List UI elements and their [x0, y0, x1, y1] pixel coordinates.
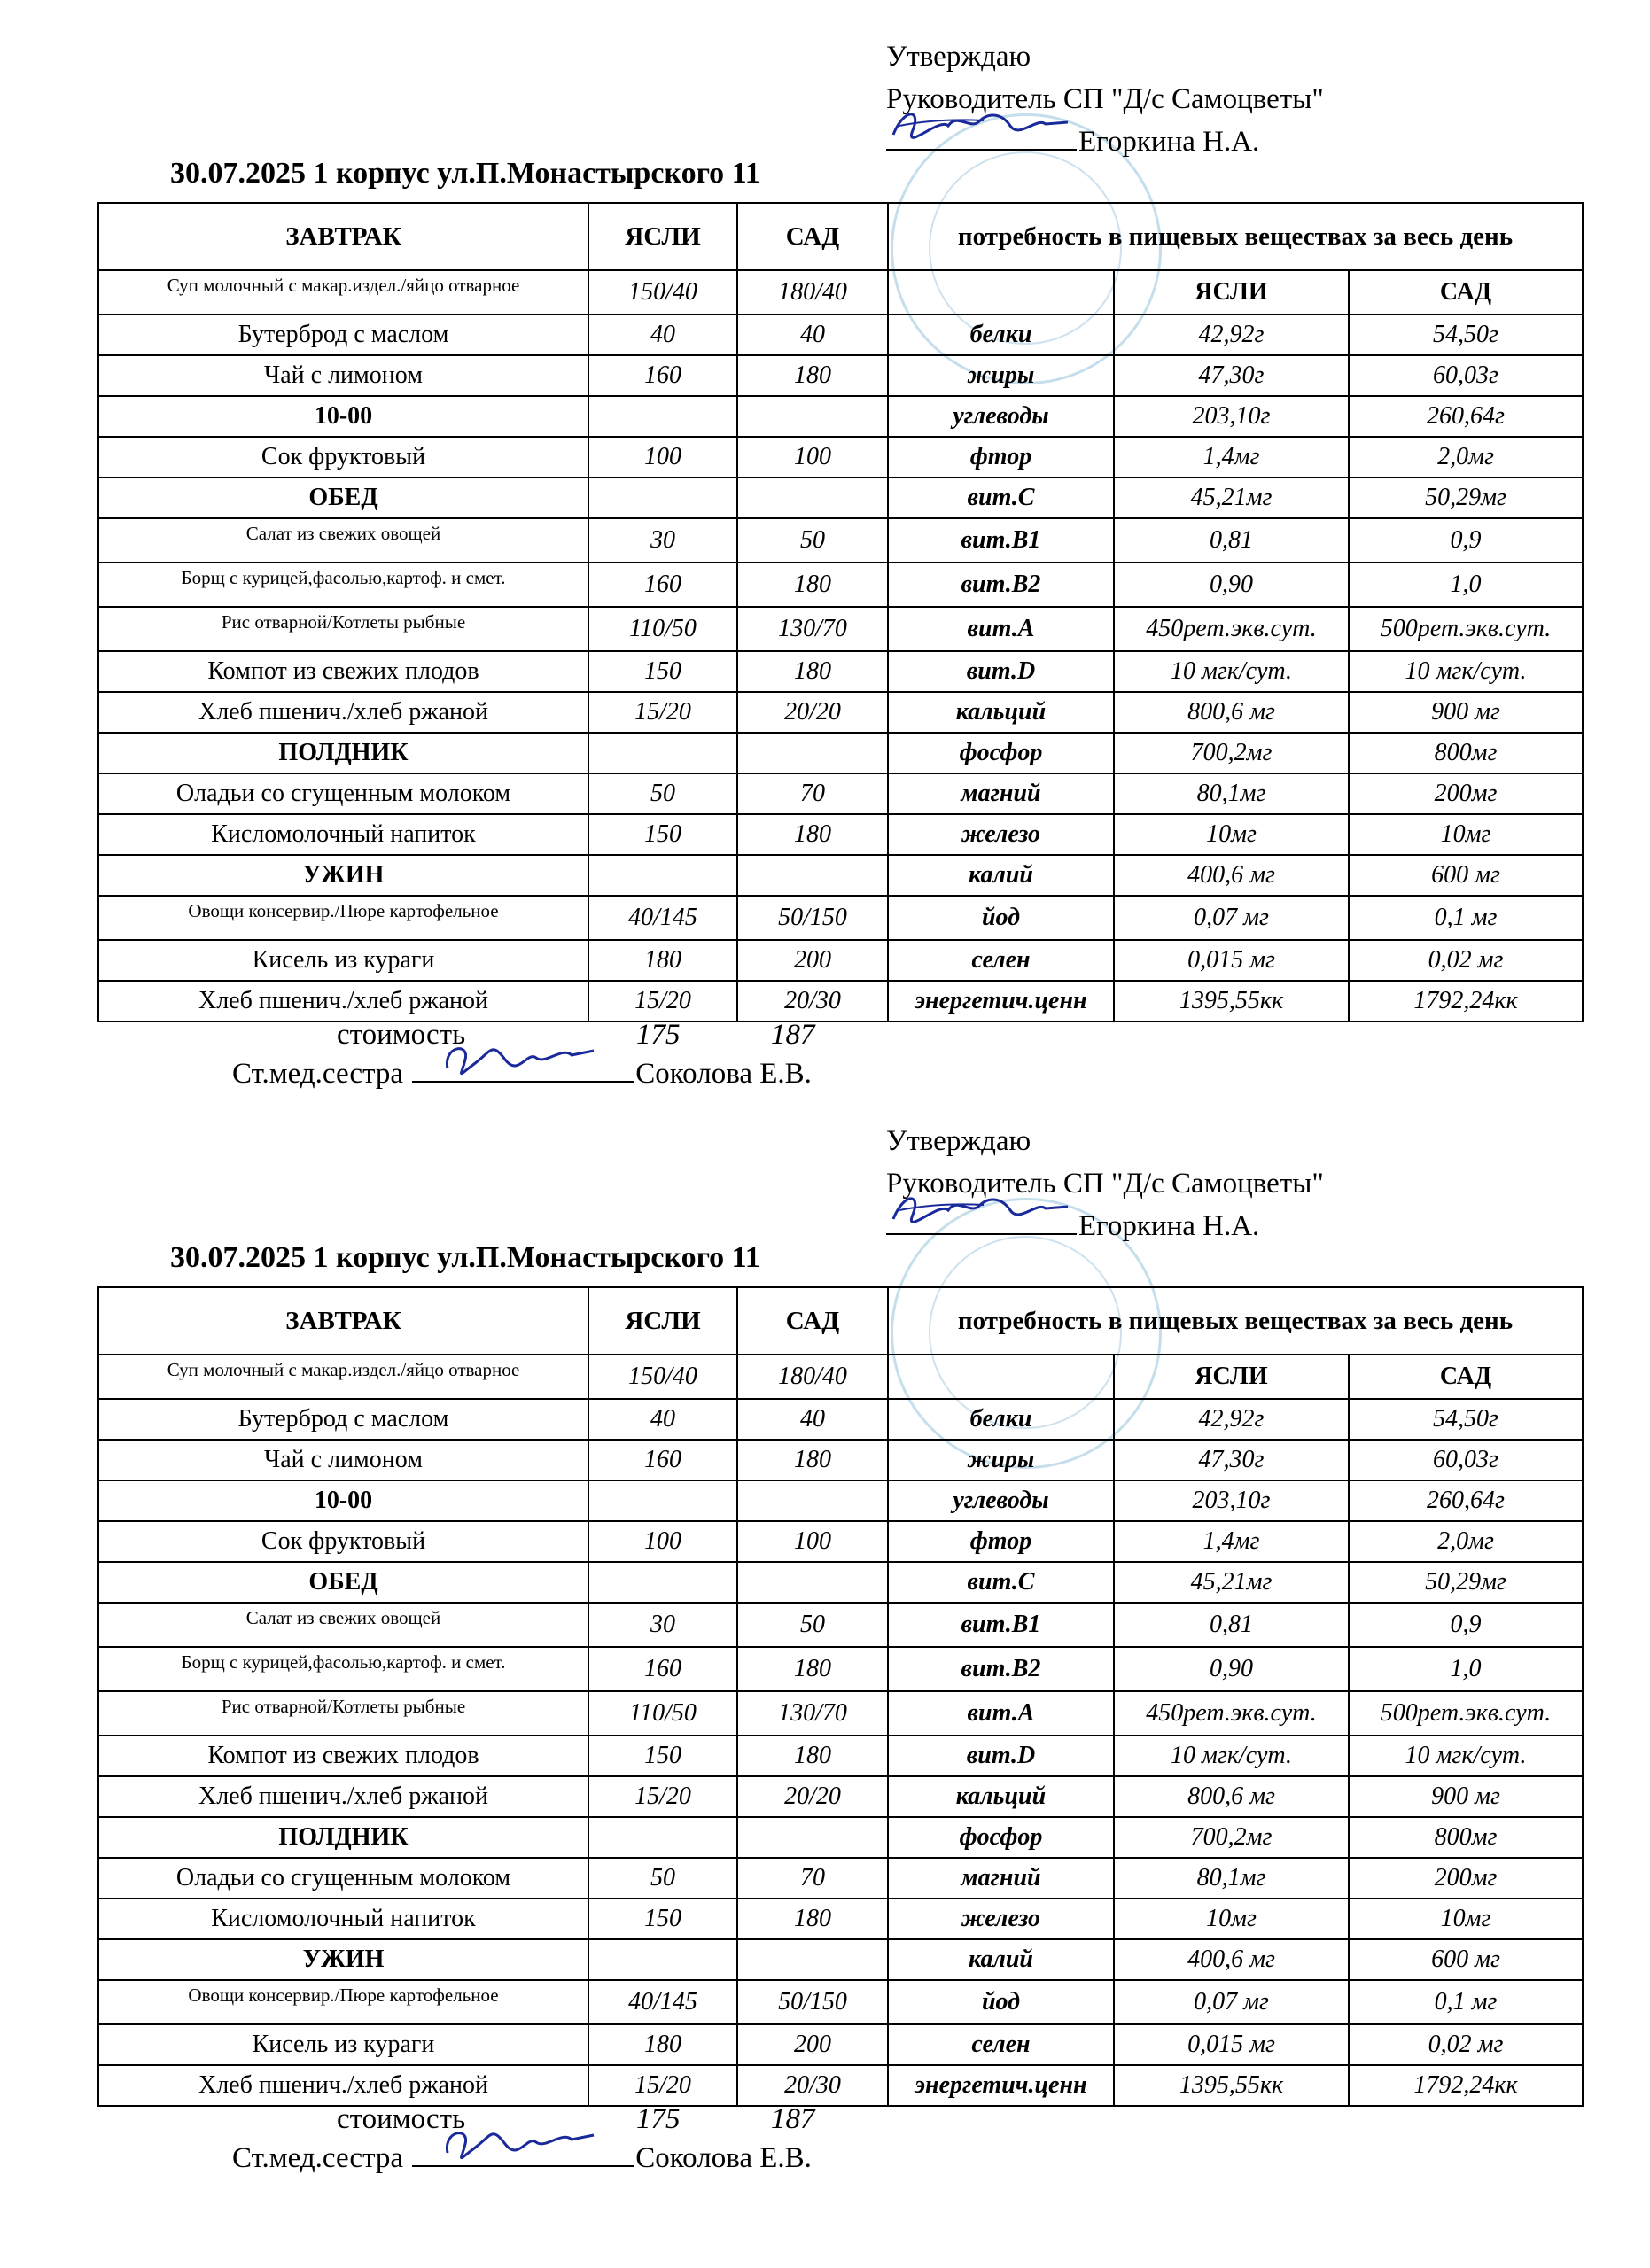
garden-portion-cell: 180	[737, 355, 888, 396]
nursery-portion-cell: 15/20	[588, 2065, 737, 2106]
nursery-need-cell: 80,1мг	[1114, 1858, 1349, 1899]
table-row	[98, 563, 1583, 607]
nursery-need-cell: 42,92г	[1114, 315, 1349, 355]
garden-need-cell: 0,1 мг	[1349, 896, 1583, 940]
nursery-need-cell: 80,1мг	[1114, 773, 1349, 814]
garden-portion-cell	[737, 855, 888, 896]
table-row	[98, 1603, 1583, 1647]
garden-portion-cell: 20/30	[737, 981, 888, 1021]
garden-portion-cell: 180	[737, 1899, 888, 1939]
table-row	[98, 518, 1583, 563]
nursery-portion-cell: 150/40	[588, 1355, 737, 1399]
nutrient-cell: жиры	[888, 1440, 1114, 1480]
table-row	[98, 1858, 1583, 1899]
nurse-label: Ст.мед.сестра	[232, 2142, 404, 2174]
nutrient-cell: йод	[888, 896, 1114, 940]
nutrient-cell: белки	[888, 315, 1114, 355]
nursery-need-cell: 45,21мг	[1114, 1562, 1349, 1603]
table-row	[98, 773, 1583, 814]
nursery-portion-cell: 15/20	[588, 981, 737, 1021]
garden-portion-cell: 20/20	[737, 1776, 888, 1817]
nursery-portion-cell	[588, 478, 737, 518]
nutrient-cell: вит.D	[888, 651, 1114, 692]
garden-portion-cell	[737, 1939, 888, 1980]
dish-cell: Хлеб пшенич./хлеб ржаной	[98, 2065, 588, 2106]
dish-cell: УЖИН	[98, 855, 588, 896]
approval-position: Руководитель СП "Д/с Самоцветы"	[886, 83, 1324, 115]
menu-table	[97, 1286, 1584, 2107]
nutrient-cell: селен	[888, 2024, 1114, 2065]
nursery-portion-cell: 30	[588, 518, 737, 563]
table-row	[98, 1980, 1583, 2024]
table-row	[98, 651, 1583, 692]
table-header-row	[98, 203, 1583, 270]
garden-portion-cell: 70	[737, 1858, 888, 1899]
nursery-portion-cell: 40	[588, 1399, 737, 1440]
nutrient-cell	[888, 1355, 1114, 1399]
dish-cell: Сок фруктовый	[98, 437, 588, 478]
dish-cell: Борщ с курицей,фасолью,картоф. и смет.	[98, 563, 588, 607]
table-header-row	[98, 1287, 1583, 1355]
nursery-need-cell: 0,015 мг	[1114, 2024, 1349, 2065]
table-row	[98, 270, 1583, 315]
dish-cell: Бутерброд с маслом	[98, 315, 588, 355]
dish-cell: Борщ с курицей,фасолью,картоф. и смет.	[98, 1647, 588, 1691]
garden-portion-cell: 180	[737, 1647, 888, 1691]
garden-portion-cell	[737, 396, 888, 437]
needs-nursery-header: ЯСЛИ	[1114, 1355, 1349, 1399]
nursery-portion-cell: 150	[588, 1899, 737, 1939]
header-needs: потребность в пищевых веществах за весь день	[888, 203, 1583, 270]
dish-cell: Кисломолочный напиток	[98, 1899, 588, 1939]
nutrient-cell: кальций	[888, 692, 1114, 733]
garden-need-cell: 800мг	[1349, 1817, 1583, 1858]
garden-portion-cell: 20/20	[737, 692, 888, 733]
garden-need-cell: 10мг	[1349, 1899, 1583, 1939]
table-row	[98, 2024, 1583, 2065]
nursery-portion-cell: 100	[588, 437, 737, 478]
garden-portion-cell	[737, 1817, 888, 1858]
approval-block	[886, 1120, 1324, 1247]
dish-cell: Кисель из кураги	[98, 2024, 588, 2065]
nursery-portion-cell: 110/50	[588, 607, 737, 651]
garden-need-cell: 500рет.экв.сут.	[1349, 1691, 1583, 1736]
nutrient-cell: вит.В2	[888, 1647, 1114, 1691]
dish-cell: Сок фруктовый	[98, 1521, 588, 1562]
nurse-signature	[412, 2140, 634, 2167]
garden-need-cell: 500рет.экв.сут.	[1349, 607, 1583, 651]
garden-portion-cell: 180	[737, 651, 888, 692]
garden-need-cell: 10 мгк/сут.	[1349, 651, 1583, 692]
nursery-portion-cell: 150	[588, 814, 737, 855]
nursery-portion-cell: 150	[588, 1736, 737, 1776]
dish-cell: Суп молочный с макар.издел./яйцо отварное	[98, 1355, 588, 1399]
dish-cell: Компот из свежих плодов	[98, 651, 588, 692]
garden-portion-cell: 200	[737, 2024, 888, 2065]
garden-need-cell: 900 мг	[1349, 692, 1583, 733]
table-row	[98, 437, 1583, 478]
nursery-need-cell: 800,6 мг	[1114, 1776, 1349, 1817]
document-header: 30.07.2025 1 корпус ул.П.Монастырского 11	[170, 1241, 760, 1274]
director-signature	[886, 122, 1077, 151]
garden-portion-cell: 50	[737, 1603, 888, 1647]
garden-need-cell: 200мг	[1349, 1858, 1583, 1899]
nursery-portion-cell: 15/20	[588, 692, 737, 733]
table-row	[98, 1647, 1583, 1691]
nursery-need-cell: 400,6 мг	[1114, 855, 1349, 896]
nursery-portion-cell: 40/145	[588, 1980, 737, 2024]
nutrient-cell: кальций	[888, 1776, 1114, 1817]
table-row	[98, 981, 1583, 1021]
nursery-need-cell: 10мг	[1114, 1899, 1349, 1939]
table-row	[98, 607, 1583, 651]
garden-need-cell: 260,64г	[1349, 1480, 1583, 1521]
nutrient-cell: вит.С	[888, 478, 1114, 518]
dish-cell: Рис отварной/Котлеты рыбные	[98, 607, 588, 651]
nutrient-cell: фтор	[888, 437, 1114, 478]
nursery-need-cell: 1395,55кк	[1114, 2065, 1349, 2106]
dish-cell: Овощи консервир./Пюре картофельное	[98, 896, 588, 940]
garden-need-cell: 200мг	[1349, 773, 1583, 814]
garden-need-cell: 50,29мг	[1349, 1562, 1583, 1603]
nutrient-cell: вит.А	[888, 1691, 1114, 1736]
table-row	[98, 1736, 1583, 1776]
garden-portion-cell: 40	[737, 315, 888, 355]
garden-portion-cell: 130/70	[737, 1691, 888, 1736]
dish-cell: Чай с лимоном	[98, 1440, 588, 1480]
nutrient-cell: фосфор	[888, 1817, 1114, 1858]
menu-table-body	[98, 1287, 1583, 2106]
approval-title: Утверждаю	[886, 41, 1031, 73]
nursery-portion-cell: 180	[588, 2024, 737, 2065]
nursery-need-cell: 0,81	[1114, 518, 1349, 563]
nutrient-cell: селен	[888, 940, 1114, 981]
dish-cell: Салат из свежих овощей	[98, 518, 588, 563]
garden-portion-cell: 180	[737, 563, 888, 607]
nurse-signature	[412, 1056, 634, 1083]
cost-garden: 187	[771, 1019, 815, 1051]
garden-need-cell: 600 мг	[1349, 855, 1583, 896]
garden-portion-cell: 180	[737, 814, 888, 855]
garden-need-cell: 1792,24кк	[1349, 981, 1583, 1021]
dish-cell: ОБЕД	[98, 1562, 588, 1603]
garden-portion-cell: 180/40	[737, 270, 888, 315]
table-row	[98, 814, 1583, 855]
nursery-portion-cell: 110/50	[588, 1691, 737, 1736]
nursery-need-cell: 203,10г	[1114, 396, 1349, 437]
nutrient-cell: вит.С	[888, 1562, 1114, 1603]
nursery-need-cell: 42,92г	[1114, 1399, 1349, 1440]
garden-need-cell: 600 мг	[1349, 1939, 1583, 1980]
nursery-need-cell: 0,015 мг	[1114, 940, 1349, 981]
nursery-portion-cell: 160	[588, 1647, 737, 1691]
garden-portion-cell: 180	[737, 1440, 888, 1480]
table-row	[98, 1399, 1583, 1440]
garden-portion-cell: 200	[737, 940, 888, 981]
nutrient-cell: магний	[888, 773, 1114, 814]
header-garden: САД	[737, 203, 888, 270]
nursery-portion-cell: 100	[588, 1521, 737, 1562]
dish-cell: Оладьи со сгущенным молоком	[98, 1858, 588, 1899]
garden-need-cell: 0,9	[1349, 518, 1583, 563]
garden-need-cell: 2,0мг	[1349, 437, 1583, 478]
dish-cell: Суп молочный с макар.издел./яйцо отварное	[98, 270, 588, 315]
nursery-portion-cell: 40/145	[588, 896, 737, 940]
needs-nursery-header: ЯСЛИ	[1114, 270, 1349, 315]
approval-signature-line	[886, 1205, 1324, 1247]
nursery-need-cell: 10 мгк/сут.	[1114, 651, 1349, 692]
dish-cell: Овощи консервир./Пюре картофельное	[98, 1980, 588, 2024]
table-row	[98, 692, 1583, 733]
cost-nursery: 175	[636, 2103, 681, 2135]
cost-label: стоимость	[337, 1019, 466, 1051]
garden-portion-cell: 130/70	[737, 607, 888, 651]
approval-signature-line	[886, 120, 1324, 163]
nursery-need-cell: 10 мгк/сут.	[1114, 1736, 1349, 1776]
nutrient-cell: вит.А	[888, 607, 1114, 651]
garden-need-cell: 0,02 мг	[1349, 2024, 1583, 2065]
garden-need-cell: 60,03г	[1349, 1440, 1583, 1480]
document-header: 30.07.2025 1 корпус ул.П.Монастырского 11	[170, 157, 760, 190]
nutrient-cell: магний	[888, 1858, 1114, 1899]
garden-need-cell: 54,50г	[1349, 315, 1583, 355]
garden-portion-cell: 180/40	[737, 1355, 888, 1399]
nursery-need-cell: 450рет.экв.сут.	[1114, 1691, 1349, 1736]
nursery-portion-cell	[588, 855, 737, 896]
nursery-need-cell: 0,81	[1114, 1603, 1349, 1647]
garden-need-cell: 800мг	[1349, 733, 1583, 773]
dish-cell: Хлеб пшенич./хлеб ржаной	[98, 692, 588, 733]
garden-need-cell: 0,1 мг	[1349, 1980, 1583, 2024]
header-nursery: ЯСЛИ	[588, 203, 737, 270]
table-row	[98, 1521, 1583, 1562]
dish-cell: Компот из свежих плодов	[98, 1736, 588, 1776]
nursery-portion-cell: 180	[588, 940, 737, 981]
garden-portion-cell: 70	[737, 773, 888, 814]
table-row	[98, 478, 1583, 518]
garden-portion-cell: 20/30	[737, 2065, 888, 2106]
nutrient-cell: калий	[888, 855, 1114, 896]
table-row	[98, 1817, 1583, 1858]
table-row	[98, 396, 1583, 437]
table-row	[98, 1691, 1583, 1736]
table-row	[98, 355, 1583, 396]
header-needs: потребность в пищевых веществах за весь день	[888, 1287, 1583, 1355]
garden-portion-cell	[737, 1562, 888, 1603]
approval-position: Руководитель СП "Д/с Самоцветы"	[886, 1168, 1324, 1200]
dish-cell: Кисель из кураги	[98, 940, 588, 981]
garden-need-cell: 60,03г	[1349, 355, 1583, 396]
nurse-signature-line	[232, 2140, 812, 2175]
garden-portion-cell: 50	[737, 518, 888, 563]
approval-name: Егоркина Н.А.	[1078, 1210, 1260, 1242]
dish-cell: 10-00	[98, 1480, 588, 1521]
menu-document-2	[0, 1084, 1650, 2183]
garden-portion-cell	[737, 478, 888, 518]
garden-portion-cell: 50/150	[737, 896, 888, 940]
nutrient-cell: углеводы	[888, 1480, 1114, 1521]
nursery-need-cell: 47,30г	[1114, 355, 1349, 396]
header-meal: ЗАВТРАК	[98, 1287, 588, 1355]
table-row	[98, 315, 1583, 355]
table-row	[98, 733, 1583, 773]
dish-cell: ОБЕД	[98, 478, 588, 518]
garden-need-cell: 1,0	[1349, 1647, 1583, 1691]
cost-nursery: 175	[636, 1019, 681, 1051]
nursery-portion-cell: 160	[588, 563, 737, 607]
director-signature	[886, 1207, 1077, 1235]
table-row	[98, 1776, 1583, 1817]
garden-need-cell: 10мг	[1349, 814, 1583, 855]
dish-cell: Рис отварной/Котлеты рыбные	[98, 1691, 588, 1736]
table-row	[98, 896, 1583, 940]
table-row	[98, 1440, 1583, 1480]
approval-title: Утверждаю	[886, 1125, 1031, 1157]
nutrient-cell: энергетич.ценн	[888, 2065, 1114, 2106]
nursery-need-cell: 0,90	[1114, 1647, 1349, 1691]
nursery-portion-cell: 40	[588, 315, 737, 355]
nursery-need-cell: 45,21мг	[1114, 478, 1349, 518]
nursery-need-cell: 1395,55кк	[1114, 981, 1349, 1021]
garden-need-cell: 1792,24кк	[1349, 2065, 1583, 2106]
needs-garden-header: САД	[1349, 270, 1583, 315]
garden-need-cell: 2,0мг	[1349, 1521, 1583, 1562]
garden-need-cell: 50,29мг	[1349, 478, 1583, 518]
nursery-need-cell: 800,6 мг	[1114, 692, 1349, 733]
nutrient-cell: йод	[888, 1980, 1114, 2024]
nutrient-cell: фосфор	[888, 733, 1114, 773]
nutrient-cell: фтор	[888, 1521, 1114, 1562]
nursery-portion-cell	[588, 1817, 737, 1858]
garden-portion-cell: 40	[737, 1399, 888, 1440]
nutrient-cell: углеводы	[888, 396, 1114, 437]
nursery-need-cell: 1,4мг	[1114, 437, 1349, 478]
nursery-portion-cell: 50	[588, 1858, 737, 1899]
nursery-portion-cell	[588, 1562, 737, 1603]
nutrient-cell	[888, 270, 1114, 315]
garden-portion-cell: 180	[737, 1736, 888, 1776]
nutrient-cell: вит.В1	[888, 518, 1114, 563]
nursery-need-cell: 450рет.экв.сут.	[1114, 607, 1349, 651]
nursery-need-cell: 0,07 мг	[1114, 896, 1349, 940]
dish-cell: Оладьи со сгущенным молоком	[98, 773, 588, 814]
dish-cell: Чай с лимоном	[98, 355, 588, 396]
approval-block	[886, 35, 1324, 163]
dish-cell: ПОЛДНИК	[98, 1817, 588, 1858]
nutrient-cell: жиры	[888, 355, 1114, 396]
dish-cell: 10-00	[98, 396, 588, 437]
dish-cell: Кисломолочный напиток	[98, 814, 588, 855]
nursery-portion-cell: 150/40	[588, 270, 737, 315]
garden-portion-cell	[737, 1480, 888, 1521]
nutrient-cell: энергетич.ценн	[888, 981, 1114, 1021]
nurse-name: Соколова Е.В.	[635, 1058, 812, 1090]
nursery-need-cell: 400,6 мг	[1114, 1939, 1349, 1980]
nurse-label: Ст.мед.сестра	[232, 1058, 404, 1090]
nursery-portion-cell	[588, 1939, 737, 1980]
table-row	[98, 1939, 1583, 1980]
needs-garden-header: САД	[1349, 1355, 1583, 1399]
table-row	[98, 1562, 1583, 1603]
nursery-portion-cell: 30	[588, 1603, 737, 1647]
dish-cell: УЖИН	[98, 1939, 588, 1980]
garden-need-cell: 54,50г	[1349, 1399, 1583, 1440]
nutrient-cell: белки	[888, 1399, 1114, 1440]
nursery-portion-cell: 50	[588, 773, 737, 814]
nutrient-cell: калий	[888, 1939, 1114, 1980]
nutrient-cell: железо	[888, 1899, 1114, 1939]
table-row	[98, 940, 1583, 981]
approval-name: Егоркина Н.А.	[1078, 126, 1260, 158]
garden-need-cell: 0,9	[1349, 1603, 1583, 1647]
table-row	[98, 1480, 1583, 1521]
cost-label: стоимость	[337, 2103, 466, 2135]
garden-need-cell: 0,02 мг	[1349, 940, 1583, 981]
garden-portion-cell: 100	[737, 1521, 888, 1562]
table-row	[98, 1899, 1583, 1939]
garden-need-cell: 1,0	[1349, 563, 1583, 607]
dish-cell: ПОЛДНИК	[98, 733, 588, 773]
garden-portion-cell: 100	[737, 437, 888, 478]
menu-table	[97, 202, 1584, 1022]
nursery-portion-cell	[588, 1480, 737, 1521]
garden-portion-cell: 50/150	[737, 1980, 888, 2024]
nursery-portion-cell	[588, 733, 737, 773]
table-row	[98, 2065, 1583, 2106]
nursery-need-cell: 700,2мг	[1114, 733, 1349, 773]
garden-need-cell: 900 мг	[1349, 1776, 1583, 1817]
garden-portion-cell	[737, 733, 888, 773]
nurse-name: Соколова Е.В.	[635, 2142, 812, 2174]
nursery-need-cell: 203,10г	[1114, 1480, 1349, 1521]
garden-need-cell: 10 мгк/сут.	[1349, 1736, 1583, 1776]
nursery-portion-cell: 160	[588, 355, 737, 396]
header-nursery: ЯСЛИ	[588, 1287, 737, 1355]
header-garden: САД	[737, 1287, 888, 1355]
garden-need-cell: 260,64г	[1349, 396, 1583, 437]
dish-cell: Салат из свежих овощей	[98, 1603, 588, 1647]
dish-cell: Бутерброд с маслом	[98, 1399, 588, 1440]
nursery-portion-cell	[588, 396, 737, 437]
nursery-portion-cell: 160	[588, 1440, 737, 1480]
nursery-need-cell: 700,2мг	[1114, 1817, 1349, 1858]
nursery-need-cell: 1,4мг	[1114, 1521, 1349, 1562]
dish-cell: Хлеб пшенич./хлеб ржаной	[98, 981, 588, 1021]
nutrient-cell: железо	[888, 814, 1114, 855]
table-row	[98, 1355, 1583, 1399]
nursery-need-cell: 0,07 мг	[1114, 1980, 1349, 2024]
menu-table-body	[98, 203, 1583, 1021]
header-meal: ЗАВТРАК	[98, 203, 588, 270]
cost-garden: 187	[771, 2103, 815, 2135]
dish-cell: Хлеб пшенич./хлеб ржаной	[98, 1776, 588, 1817]
nursery-need-cell: 47,30г	[1114, 1440, 1349, 1480]
nursery-portion-cell: 150	[588, 651, 737, 692]
nursery-need-cell: 0,90	[1114, 563, 1349, 607]
nursery-portion-cell: 15/20	[588, 1776, 737, 1817]
table-row	[98, 855, 1583, 896]
nutrient-cell: вит.D	[888, 1736, 1114, 1776]
nutrient-cell: вит.В1	[888, 1603, 1114, 1647]
nursery-need-cell: 10мг	[1114, 814, 1349, 855]
nutrient-cell: вит.В2	[888, 563, 1114, 607]
menu-document-1	[0, 0, 1650, 1099]
